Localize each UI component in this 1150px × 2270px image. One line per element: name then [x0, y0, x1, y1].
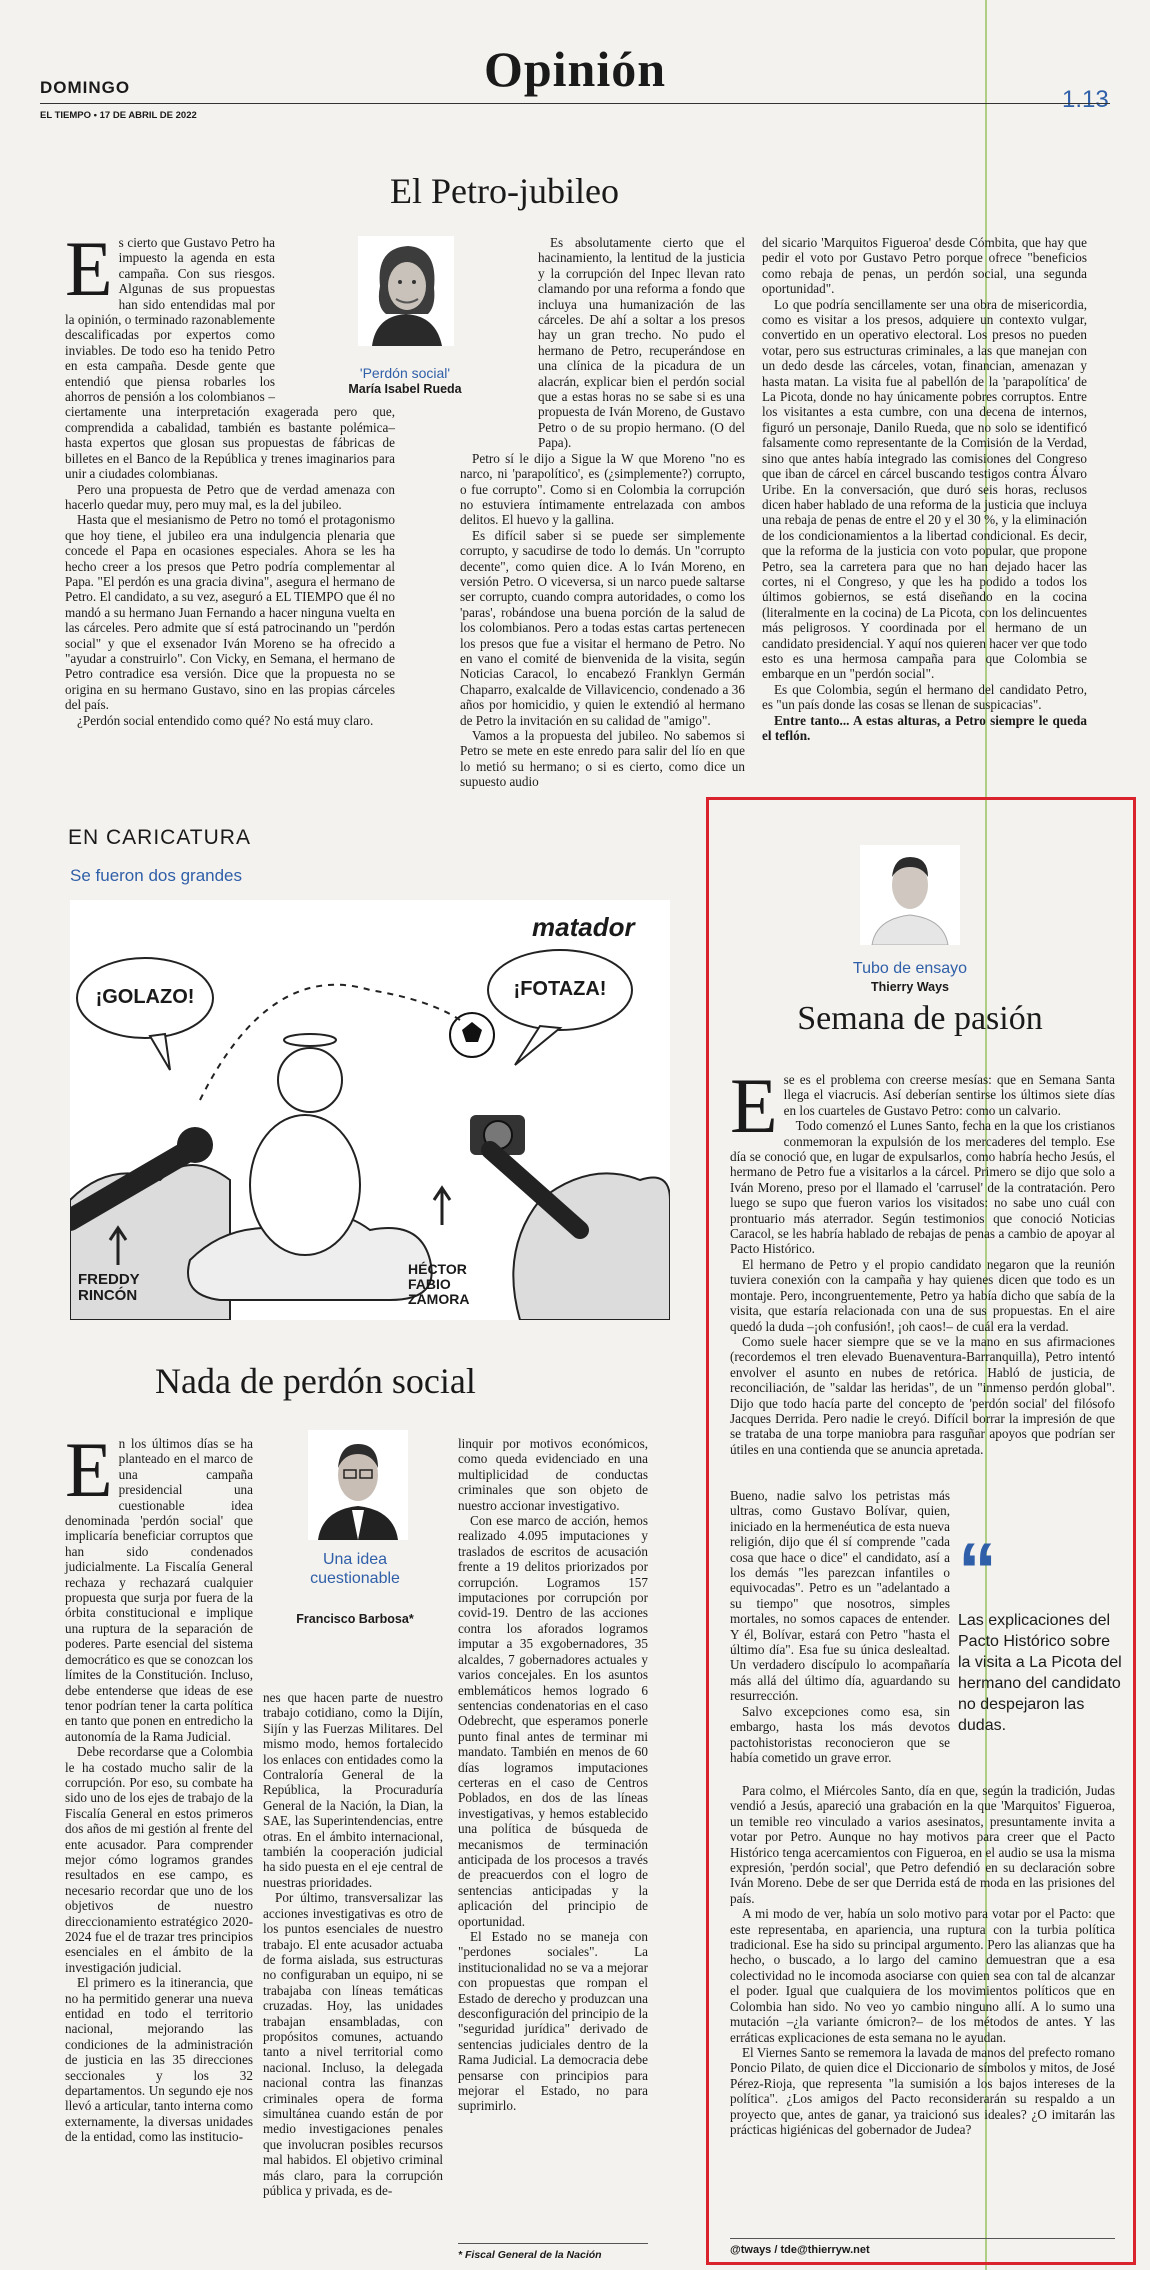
article-3-signature-rule: [730, 2238, 1115, 2239]
article-1-col1-p3: Hasta que el mesianismo de Petro no tomó el protagonismo que hoy tiene, el jubileo era una indulgencia plenaria que concede el Papa en ocasiones especiales. Ahora se les ha hecho creer a los presos que Petro podría complementar al Papa. "El perdón es una gracia divina", asegura el hermano de Petro. El candidato, a su vez, aseguró a EL TIEMPO que él no mandó a su hermano Juan Fernando a hacer ninguna vuelta en las cárceles. Pero admite que sí está patrocinando un "perdón social" y que el exsenador Iván Moreno se ha ofrecido a "ayudar a construirlo". Con Vicky, en Semana, el hermano de Petro contradice esa versión. Dice que la propuesta no se origina en su hermano Gustavo, sino en las propias cárceles del país.: [65, 512, 395, 713]
caricature-panel: [70, 900, 670, 1320]
page-number: 1.13: [1062, 86, 1109, 113]
caricature-bubble-left: ¡GOLAZO!: [95, 986, 195, 1008]
author-photo-barbosa: [308, 1430, 408, 1540]
article-3-body-narrow: [730, 1488, 950, 1765]
article-1-col2-p4: Vamos a la propuesta del jubileo. No sabemos si Petro se mete en este enredo para salir del lío en que lo metió su hermano; o si es cierto, como dice un supuesto audio: [460, 728, 745, 790]
article-1-column-1: [65, 225, 395, 728]
article-3-signature: @tways / tde@thierryw.net: [730, 2244, 870, 2256]
article-2-col2-p1: nes que hacen parte de nuestro trabajo cotidiano, como la Dijín, Sijín y las Fuerzas Militares. Del mismo modo, hemos fortalecido los enlaces con entidades como la Contraloría General de la República, la Procuraduría General de la Nación, la Dian, la SAE, las Superintendencias, entre otras. En el ámbito internacional, también la cooperación judicial ha sido puesta en el eje central de nuestras prioridades.: [263, 1690, 443, 1890]
article-3-body-bottom: [730, 1783, 1115, 2137]
article-2-column-3: [458, 1436, 648, 2114]
article-1-col1-p1: Es cierto que Gustavo Petro ha impuesto la agenda en esta campaña. Con sus riesgos. Algunas de sus propuestas han sido entendidas mal por la opinión, o terminado razonablemente descalificadas por expertos como inviables. De todo eso ha tenido Petro en esta campaña. Desde gente que entendió que piensa robarles los ahorros de pensión a los colombianos –ciertamente una interpretación exagerada pero que, comprendida a cabalidad, también es bastante polémica– hasta expertos que glosan sus propuestas de fábricas de billetes en el Banco de la República y trenes imaginarios para unir a ciudades colombianas.: [65, 225, 395, 482]
header-day: DOMINGO: [40, 78, 131, 97]
article-3-title: Semana de pasión: [797, 1000, 1043, 1037]
article-2-col3-p1: linquir por motivos económicos, como queda evidenciado en una multiplicidad de conductas criminales que son objeto de nuestro accionar investigativo.: [458, 1436, 648, 1513]
article-1-col1-p2: Pero una propuesta de Petro que de verdad amenaza con hacerlo quedar muy, pero muy mal, es la del jubileo.: [65, 481, 395, 512]
article-1-col2-p2: Petro sí le dijo a Sigue la W que Moreno "no es narco, ni 'parapolítico', es (¿simplemente?) corrupto, o fue corrupto". Como si en Colombia la corrupción no estuviera íntimamente entrelazada con ambos delitos. El huevo y la gallina.: [460, 450, 745, 528]
article-3-p6: Salvo excepciones como esa, sin embargo, hasta los más devotos pactohistoristas reconocieron que se había cometido un grave error.: [730, 1703, 950, 1765]
article-2-col3-p3: El Estado no se maneja con "perdones sociales". La institucionalidad no se va a mejorar con propuestas que rompan el Estado de derecho y produzcan una desconfiguración del principio de la "seguridad jurídica" derivado de sentencias judiciales dentro de la Rama Judicial. La democracia debe pensarse con principios para mejorar el Estado, no para suprimirlo.: [458, 1929, 648, 2114]
article-3-p9: El Viernes Santo se rememora la lavada de manos del prefecto romano Poncio Pilato, de quien dice el Diccionario de símbolos y mitos, de José Pérez-Rioja, que representa "la sumisión a los bajos intereses de la política". ¿Los amigos del Pacto reconsiderarán su respaldo a un proyecto que, antes de ganar, ya traicionó sus ideales? ¿O imitarán las prácticas higiénicas del gobernador de Judea?: [730, 2044, 1115, 2137]
drop-cap: E: [65, 225, 113, 312]
article-1-col3-p3: Es que Colombia, según el hermano del candidato Petro, es "un país donde las cosas se llenan de suspicacias".: [762, 681, 1087, 713]
article-3-p8: A mi modo de ver, había un solo motivo para votar por el Pacto: que este representaba, en apariencia, una ruptura con la turbia política tradicional. Ese ha sido su principal argumento. Pero las alianzas que ha hecho, o buscado, a lo largo del camino demuestran que a esa colectividad no le incomoda asociarse con quien sea con tal de alcanzar el poder. Igual que cualquiera de los movimientos políticos que en Colombia han sido. No veo yo cambio ninguno allí. A lo sumo una mutación –¿la variante ómicron?– de los métodos de antes. Y las erráticas explicaciones de esta semana no le ayudan.: [730, 1906, 1115, 2045]
article-3-body-top: [730, 1062, 1115, 1457]
article-1-col3-p1: del sicario 'Marquitos Figueroa' desde Cómbita, que hay que pedir el voto por Gustavo Petro porque ofrece "beneficios como rebaja de penas, un perdón social, una segunda oportunidad".: [762, 235, 1087, 297]
caricature-title: Se fueron dos grandes: [70, 866, 243, 885]
article-3-p7: Para colmo, el Miércoles Santo, día en que, según la tradición, Judas vendió a Jesús, apareció una grabación en la que 'Marquitos' Figueroa, un temible reo vinculado a varios asesinatos, presuntamente invita a votar por Petro. Aunque no hay motivos para creer que el Pacto Histórico tenga acercamientos con Figueroa, en el audio se usa la misma expresión, 'perdón social', que Petro defendió en su declaración sobre Iván Moreno. Debe de ser que Derrida está de moda en las prisiones del país.: [730, 1783, 1115, 1906]
article-2-col2-p2: Por último, transversalizar las acciones investigativas es otro de los puntos esenciales de nuestro trabajo. El ente acusador actuaba de forma aislada, sus estructuras no configuraban un equipo, ni se trabajaba con líneas temáticas cruzadas. Hoy, las unidades trabajan ensambladas, con propósitos comunes, actuando tanto a nivel territorial como nacional. Incluso, la delegada nacional contra las finanzas criminales opera de forma simultánea cuando están de por medio investigaciones penales que involucran posibles recursos mal habidos. El objetivo criminal más claro, para la corrupción pública y privada, es de-: [263, 1890, 443, 2198]
header-rule: [40, 103, 1110, 104]
author-photo-ways: [860, 845, 960, 945]
article-1-col1-p4: ¿Perdón social entendido como qué? No está muy claro.: [77, 712, 374, 728]
article-3-author: Thierry Ways: [870, 980, 950, 994]
article-2-column-name: Una idea cuestionable: [310, 1551, 400, 1587]
article-1-title: El Petro-jubileo: [390, 171, 619, 211]
article-1-col2-p1: Es absolutamente cierto que el hacinamiento, la lentitud de la justicia y la corrupción del Inpec llevan rato clamando por una reforma a fondo que incluya una humanización de las cárceles. De ahí a soltar a los presos hay un gran trecho. No pudo el hermano de Petro, recuperándose en una clínica de la picadura de un alacrán, explicar bien el perdón social que a estas horas no se sabe si es una propuesta de Iván Moreno, de Gustavo Petro o de su propio hermano. (O del Papa).: [538, 235, 745, 451]
article-1-author: María Isabel Rueda: [348, 382, 462, 396]
article-2-column-1: [65, 1426, 253, 2145]
article-3-p4: Como suele hacer siempre que se ve la mano en sus afirmaciones (recordemos el tren elevado Buenaventura-Barranquilla), Petro intentó envolver el asunto en nubes de retórica. Habló de justicia, de reconciliación, de "saldar las heridas", de un "inmenso perdón global". Dijo que todo hacía parte del concepto de 'perdón social' del filósofo Jacques Derrida. Pero nadie le creyó. Difícil borrar la impresión de que se trataba de una torpe maniobra para rasguñar apoyos que podrían ser útiles en una contienda que se anuncia apretada.: [730, 1333, 1115, 1457]
article-1-column-name: 'Perdón social': [359, 365, 451, 381]
article-3-p1: Ese es el problema con creerse mesías: que en Semana Santa llega el viacrucis. Así deberían sentirse los últimos siete días en los cuarteles de Gustavo Petro: como un calvario.: [730, 1062, 1115, 1149]
article-2-col1-p2: Debe recordarse que a Colombia le ha costado mucho salir de la corrupción. Por eso, su combate ha sido uno de los ejes de trabajo de la Fiscalía General en estos primeros dos años de mi gestión al frente del ente acusador. Para comprender mejor cómo logramos grandes resultados en ese campo, es necesario recordar que uno de los objetivos de nuestro direccionamiento estratégico 2020-2024 fue el de trazar tres principios esenciales en el ámbito de la investigación judicial.: [65, 1744, 253, 1975]
drop-cap: E: [730, 1062, 778, 1149]
caricature-label-left: FREDDY RINCÓN: [78, 1271, 140, 1304]
header-date: EL TIEMPO • 17 DE ABRIL DE 2022: [40, 110, 197, 121]
quote-icon: “: [958, 1526, 997, 1614]
article-2-col1-p3: El primero es la itinerancia, que no ha permitido generar una nueva entidad en todo el territorio nacional, mejorando las condiciones de la administración de justicia en las 35 direcciones seccionales y los 32 departamentos. Un segundo eje nos llevó a articular, tanto interna como externamente, la diversas unidades de la entidad, como las institucio-: [65, 1975, 253, 2145]
article-2-column-2: [263, 1690, 443, 2198]
article-3-pull-quote: Las explicaciones del Pacto Histórico sobre la visita a La Picota del hermano del candidato no despejaron las dudas.: [958, 1612, 1122, 1734]
caricature-drawing: [70, 900, 670, 1320]
section-title: Opinión: [483, 41, 667, 97]
article-2-footnote: * Fiscal General de la Nación: [458, 2249, 602, 2261]
article-1-column-2: [460, 235, 745, 790]
caricature-bubble-right: ¡FOTAZA!: [513, 978, 607, 1000]
article-3-p5: Bueno, nadie salvo los petristas más ultras, como Gustavo Bolívar, quien, iniciado en la hermenéutica de esta nueva religión, dijo que él sí comprende "cada cosa que hace o dice" el candidato, así a los demás "les parezcan infantiles o equivocadas". Petro es un "adelantado a su tiempo" que nosotros, simples mortales, no somos capaces de entender. Y él, Bolívar, estará con Petro "hasta el último día". Esa fue su única deslealtad. Un verdadero discípulo lo acompañaría más allá del último día, aguardando su resurrección.: [730, 1488, 950, 1704]
caricature-section-label: EN CARICATURA: [68, 826, 251, 849]
caricature-label-right: HÉCTOR FABIO ZAMORA: [408, 1261, 470, 1307]
article-2-title: Nada de perdón social: [155, 1361, 476, 1401]
article-2-col3-p2: Con ese marco de acción, hemos realizado 4.095 imputaciones y traslados de escritos de acusación frente a 19 delitos priorizados por corrupción. Logramos 157 imputaciones por corrupción por covid-19. Dentro de las acciones contra los aforados logramos imputar a 35 exgobernadores, 35 alcaldes, 7 gobernadores actuales y varios concejales. En los asuntos emblemáticos hemos logrado 6 sentencias condenatorias en el caso Odebrecht, que esperamos ponerle punto final antes de terminar mi mandato. También en menos de 60 días logramos imputaciones certeras en el caso de Centros Poblados, en dos de las líneas investigativas, y hemos establecido una política de búsqueda de mecanismos de terminación anticipada de los procesos a través de preacuerdos con el logro de sentencias anticipadas y la aplicación del principio de oportunidad.: [458, 1513, 648, 1929]
drop-cap: E: [65, 1426, 113, 1513]
article-1-column-3: [762, 235, 1087, 743]
article-3-p3: El hermano de Petro y el propio candidato negaron que la reunión tuviera conexión con la campaña y hay quienes dicen que todo es un montaje. Pero, incongruentemente, Petro ya había dicho que sabía de la visita, que estaría relacionada con una de sus propuestas. En el aire quedó la duda –¡oh confusión!, ¡oh caos!– de cuál era la verdad.: [730, 1256, 1115, 1334]
caricature-artist-signature: matador: [532, 912, 635, 942]
article-3-p2: Todo comenzó el Lunes Santo, fecha en la que los cristianos conmemoran la expulsión de los mercaderes del templo. Ese día se conoció que, en lugar de expulsarlos, como habría hecho Jesús, el hermano de Petro fue a visitarlos a la cárcel. Primero se dijo que solo a Iván Moreno, preso por el llamado el 'carrusel' de la contratación. Pero luego se supo que fueron varios los visitados: no sabe uno cuál con prontuario más aterrador. Según testimonios que conoció Noticias Caracol, se les habría hablado de rebajas de penas a cambio de apoyar al Pacto Histórico.: [730, 1118, 1115, 1257]
article-1-col2-p3: Es difícil saber si se puede ser simplemente corrupto, y sacudirse de todo lo demás. Un "corrupto decente", como quien dice. A lo Iván Moreno, en versión Petro. O viceversa, si un narco puede saltarse ser corrupto, cuando compra autoridades, o como los 'paras', robándose una buena porción de la salud de los colombianos. Pero a todas estas cartas pertenecen los presos que fue a visitar el hermano de Petro. No en vano el comité de bienvenida de la visita, según Noticias Caracol, lo encabezó Franklyn Germán Chaparro, exalcalde de Villavicencio, condenado a 36 años por homicidio, y quien le extendió al hermano de Petro la invitación en su calidad de "amigo".: [460, 527, 745, 728]
article-2-col1-p1: En los últimos días se ha planteado en el marco de una campaña presidencial una cuestionable idea denominada 'perdón social' que implicaría beneficiar corruptos que han sido condenados judicialmente. La Fiscalía General rechaza y rechazará cualquier propuesta que surja por fuera de la órbita constitucional e implique una ruptura de la separación de poderes. Parte esencial del sistema democrático es que se conozcan los límites de la Constitución. Incluso, debe entenderse que ideas de ese tenor podrían tener la carta política en tanto que ponen en entredicho la autonomía de la Rama Judicial.: [65, 1426, 253, 1744]
article-1-col3-p2: Lo que podría sencillamente ser una obra de misericordia, como es visitar a los presos, adquiere un contexto vulgar, convertido en un operativo electoral. Los presos no pueden votar, pero sus estructuras criminales, a las que manejan con un dedo desde las cárceles, votan, financian, amenazan y hasta matan. La visita fue al pabellón de la 'parapolítica' de La Picota, donde no hay únicamente pobres corruptos. Entre los visitantes a esta cumbre, con una decena de internos, figuró un personaje, Danilo Rueda, que no solo se identificó falsamente como representante de la Comisión de la Verdad, sino que antes había integrado las comisiones del Congreso que iban de cárcel en cárcel buscando testigos contra Álvaro Uribe. En la conversación, que duró seis horas, reclusos dicen haber hablado de una reforma de la justicia que incluya una rebaja de penas de entre el 20 y el 30 %, y la eliminación de los condicionamientos a la libertad condicional. Es decir, que la reforma de la justicia con voto popular, que propone Petro, sea la carretera para que no han dejado hacer las cortes, ni el Congreso, y que les ha podido a todos los últimos gobiernos, se está diseñando en la cocina (literalmente en la cocina) de La Picota, con los delincuentes más peligrosos. Y coordinada por el hermano de un candidato presidencial. Y aquí nos quieren hacer ver que todo esto es una hermosa campaña para que Colombia se embarque en un "perdón social".: [762, 296, 1087, 682]
article-2-author: Francisco Barbosa*: [296, 1612, 414, 1626]
article-3-column-name: Tubo de ensayo: [852, 960, 968, 977]
article-1-col3-p4: Entre tanto... A estas alturas, a Petro siempre le queda el teflón.: [762, 712, 1087, 743]
article-2-footnote-rule: [458, 2243, 648, 2244]
